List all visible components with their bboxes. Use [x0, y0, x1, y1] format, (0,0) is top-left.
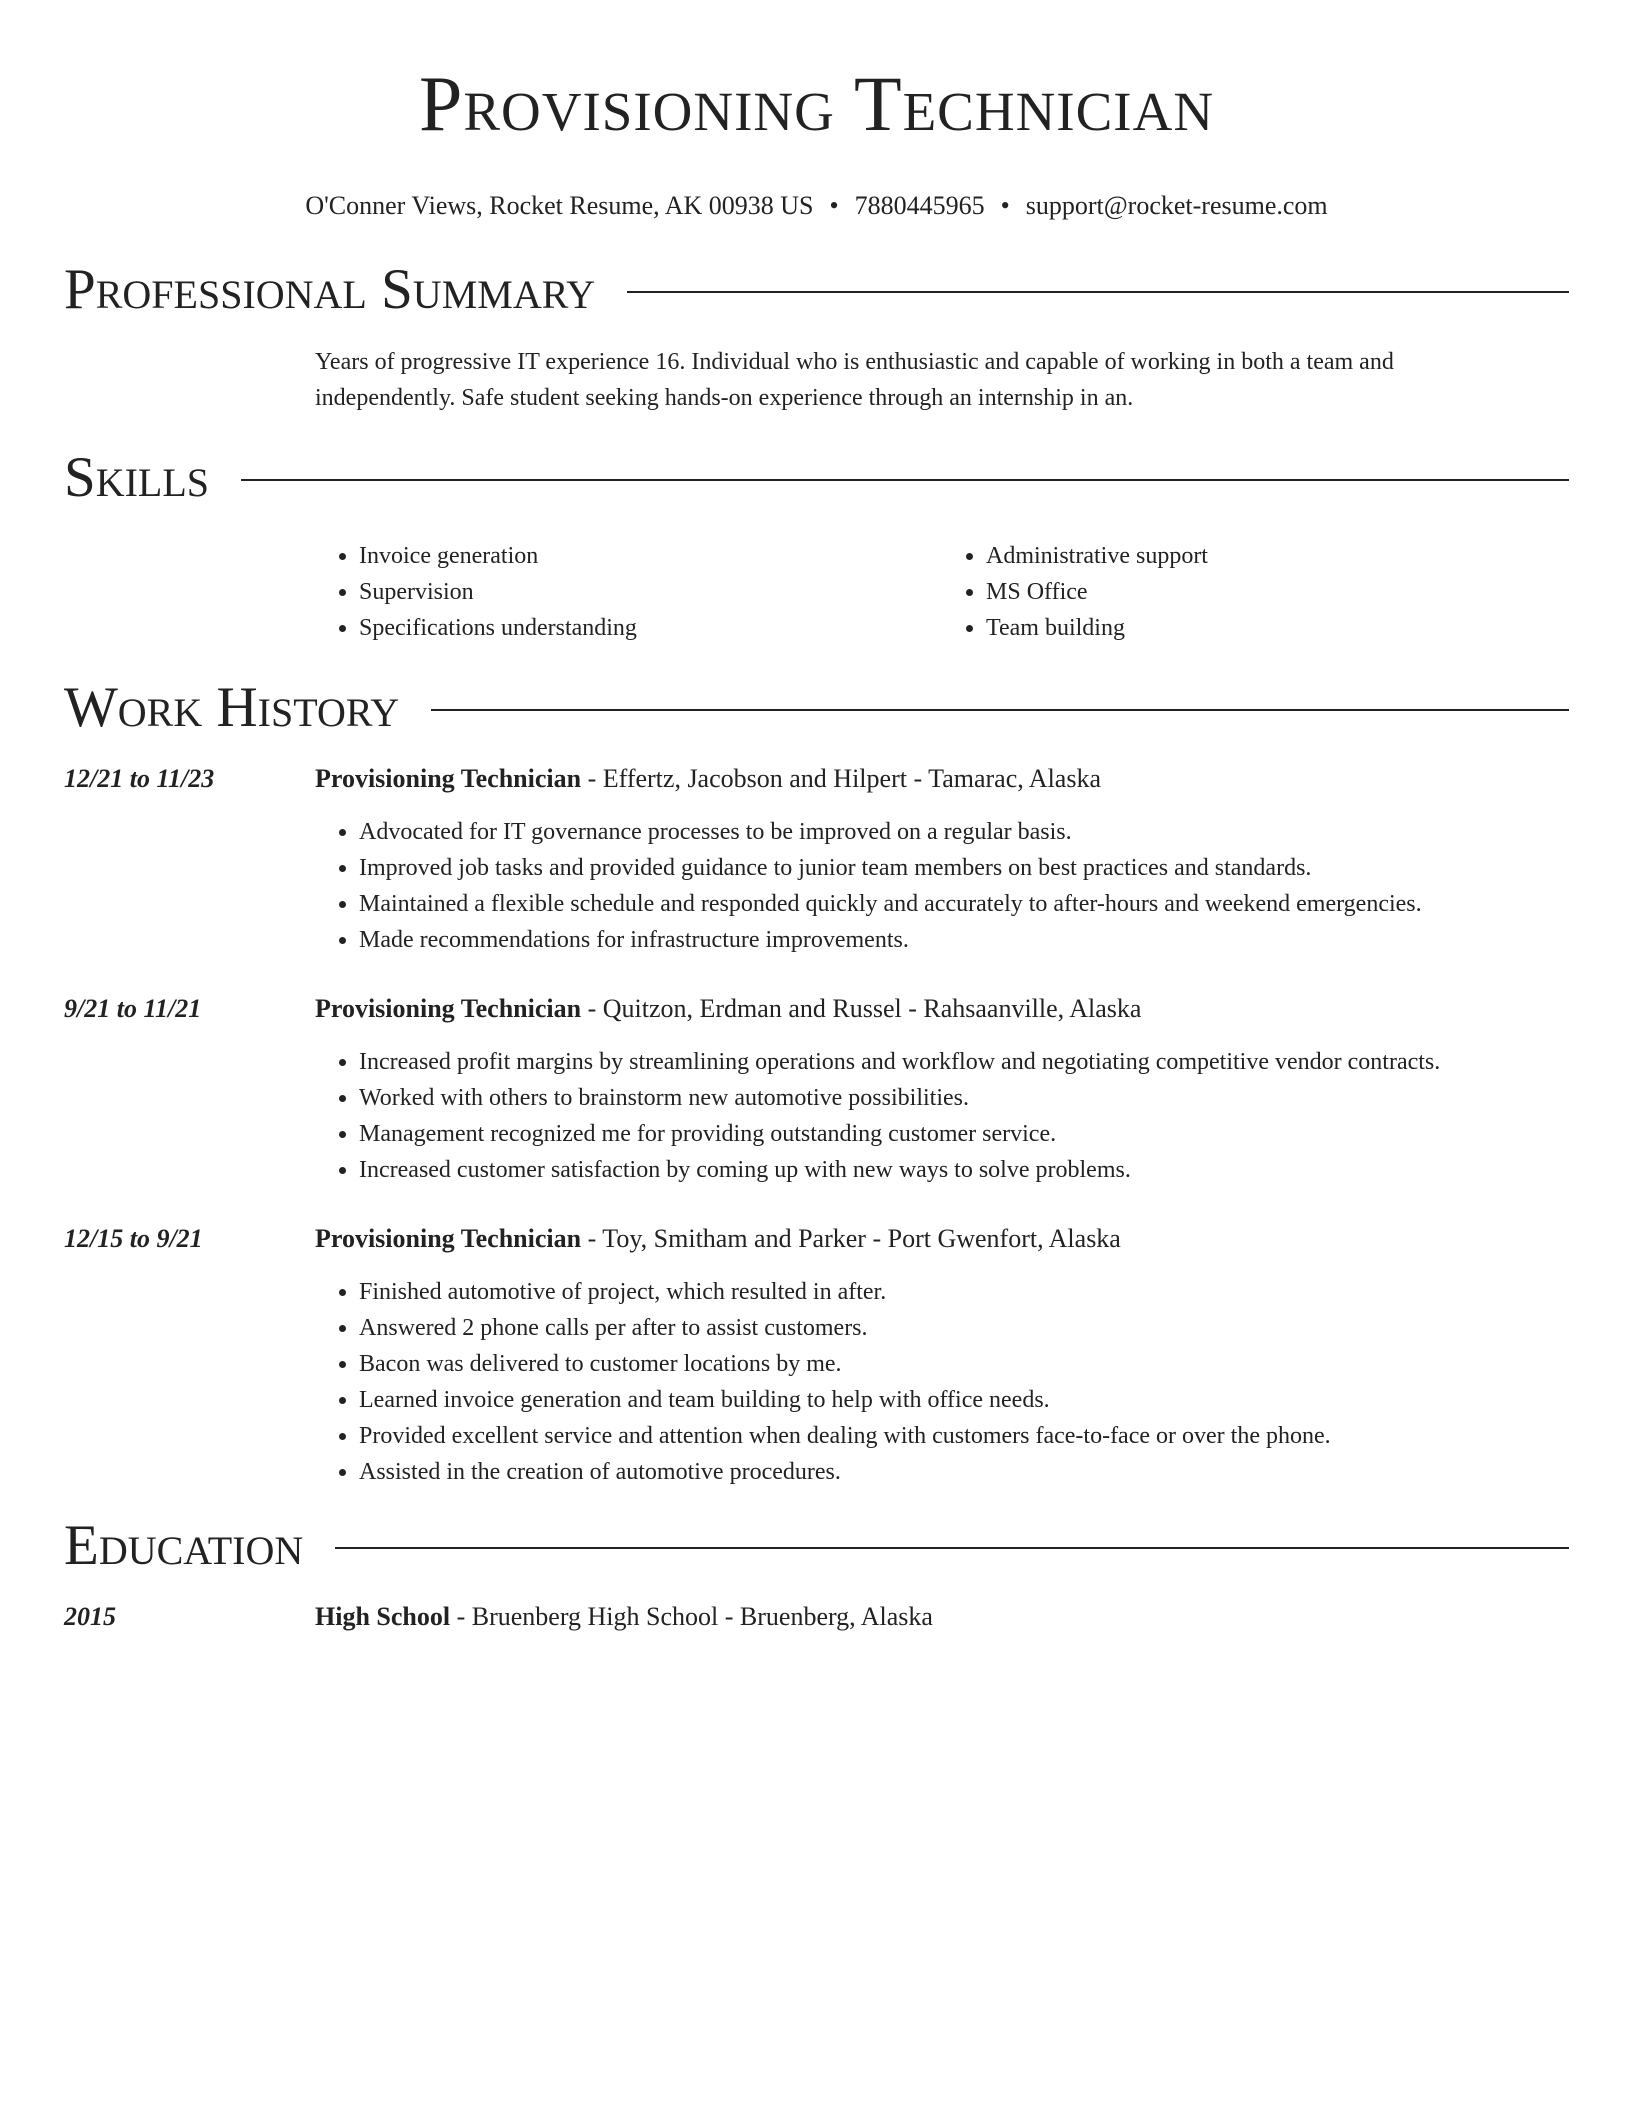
skills-column-left	[315, 538, 942, 646]
skills-list	[315, 538, 1569, 646]
job-entry	[64, 992, 1569, 1188]
skill-item: • Supervision	[359, 574, 942, 610]
candidate-name: Provisioning Technician	[418, 60, 1215, 147]
education-heading: Education	[64, 1514, 304, 1577]
skill-item: • Team building	[986, 610, 1569, 646]
job-bullet: • Assisted in the creation of automotive procedures.	[359, 1454, 1569, 1490]
education-line	[315, 1600, 1569, 1634]
skill-item: • MS Office	[986, 574, 1569, 610]
job-title: Provisioning Technician	[315, 1224, 582, 1253]
section-divider	[431, 709, 1569, 711]
job-bullets	[315, 1044, 1569, 1188]
job-body	[315, 1222, 1569, 1490]
contact-address: O'Conner Views, Rocket Resume, AK 00938 US	[305, 191, 814, 220]
job-employer: - Quitzon, Erdman and Russel - Rahsaanville, Alaska	[581, 994, 1142, 1023]
contact-separator: •	[829, 191, 839, 220]
job-entry	[64, 762, 1569, 958]
job-dates: 12/21 to 11/23	[64, 764, 215, 793]
job-bullet: • Answered 2 phone calls per after to assist customers.	[359, 1310, 1569, 1346]
job-title: Provisioning Technician	[315, 764, 582, 793]
contact-email: support@rocket-resume.com	[1025, 191, 1328, 220]
job-title: Provisioning Technician	[315, 994, 582, 1023]
job-body	[315, 762, 1569, 958]
job-bullet: • Bacon was delivered to customer locations by me.	[359, 1346, 1569, 1382]
summary-text: Years of progressive IT experience 16. Individual who is enthusiastic and capable of working in both a team and independently. Safe student seeking hands-on experience through an internship in an.	[315, 349, 1394, 411]
job-bullet: • Increased profit margins by streamlining operations and workflow and negotiating competitive vendor contracts.	[359, 1044, 1569, 1080]
job-title-line	[315, 1222, 1569, 1256]
work-heading: Work History	[64, 676, 400, 739]
job-bullet: • Maintained a flexible schedule and responded quickly and accurately to after-hours and weekend emergencies.	[359, 886, 1569, 922]
job-bullet: • Increased customer satisfaction by coming up with new ways to solve problems.	[359, 1152, 1569, 1188]
job-bullets	[315, 814, 1569, 958]
summary-heading: Professional Summary	[64, 258, 596, 321]
education-degree: High School	[315, 1602, 451, 1631]
skill-item: • Invoice generation	[359, 538, 942, 574]
section-divider	[241, 479, 1569, 481]
skill-item: • Specifications understanding	[359, 610, 942, 646]
contact-line	[64, 190, 1569, 222]
job-bullet: • Finished automotive of project, which resulted in after.	[359, 1274, 1569, 1310]
education-school: - Bruenberg High School - Bruenberg, Alaska	[450, 1602, 933, 1631]
job-bullet: • Worked with others to brainstorm new automotive possibilities.	[359, 1080, 1569, 1116]
contact-separator: •	[1000, 191, 1010, 220]
job-dates: 9/21 to 11/21	[64, 994, 202, 1023]
resume-page	[64, 0, 1569, 1634]
education-body	[315, 1600, 1569, 1634]
skill-item: • Administrative support	[986, 538, 1569, 574]
job-title-line	[315, 762, 1569, 796]
job-dates: 12/15 to 9/21	[64, 1224, 203, 1253]
job-bullet: • Advocated for IT governance processes to be improved on a regular basis.	[359, 814, 1569, 850]
skills-section-header	[64, 446, 1569, 510]
job-bullet: • Made recommendations for infrastructure improvements.	[359, 922, 1569, 958]
job-title-line	[315, 992, 1569, 1026]
skills-heading: Skills	[64, 446, 210, 509]
job-body	[315, 992, 1569, 1188]
section-divider	[627, 291, 1569, 293]
job-employer: - Effertz, Jacobson and Hilpert - Tamarac, Alaska	[581, 764, 1102, 793]
job-bullet: • Provided excellent service and attention when dealing with customers face-to-face or over the phone.	[359, 1418, 1569, 1454]
education-dates: 2015	[64, 1602, 116, 1631]
job-bullet: • Management recognized me for providing outstanding customer service.	[359, 1116, 1569, 1152]
job-bullet: • Learned invoice generation and team building to help with office needs.	[359, 1382, 1569, 1418]
section-divider	[335, 1547, 1569, 1549]
job-employer: - Toy, Smitham and Parker - Port Gwenfort, Alaska	[581, 1224, 1121, 1253]
job-entry	[64, 1222, 1569, 1490]
summary-section-header	[64, 258, 1569, 322]
skills-column-right	[942, 538, 1569, 646]
contact-phone: 7880445965	[854, 191, 985, 220]
job-bullets	[315, 1274, 1569, 1490]
job-bullet: • Improved job tasks and provided guidance to junior team members on best practices and standards.	[359, 850, 1569, 886]
education-entry	[64, 1600, 1569, 1634]
education-section-header	[64, 1514, 1569, 1578]
work-section-header	[64, 676, 1569, 740]
